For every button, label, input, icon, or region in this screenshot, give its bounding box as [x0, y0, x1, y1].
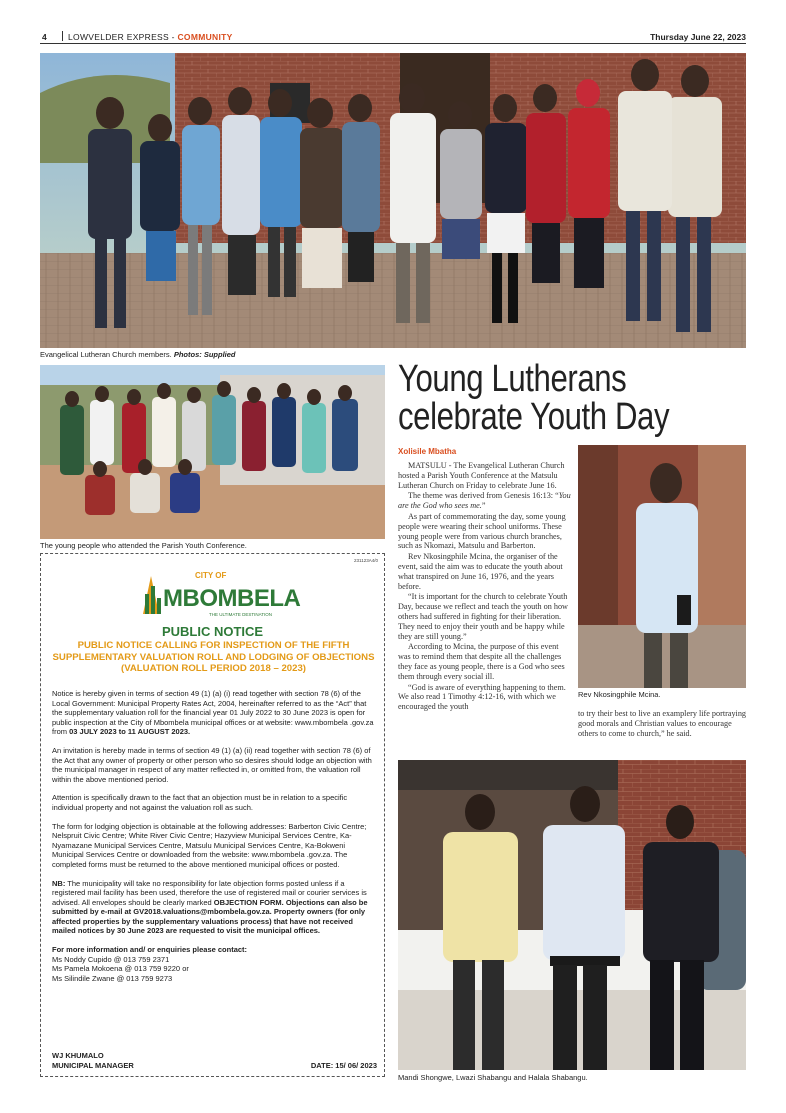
article-paragraph: to try their best to live an examplery life portraying good morals and Christian values to encourage others to come to church,” he said.	[578, 709, 747, 738]
article-column-2	[578, 709, 748, 739]
notice-paragraph: Notice is hereby given in terms of section 49 (1) (a) (i) read together with section 78 (6) of the Local Government: Municipal Property Rates Act, 2004, hereinafter referred to as the “Act” that the supplementary valuation roll for the financial year 01 July 2022 to 30 June 2023 is open for public inspection at the City of Mbombela municipal offices or at website: www.mbombela .gov.za from 03 JULY 2023 to 11 AUGUST 2023.	[52, 689, 374, 737]
city-of-mbombela-logo	[141, 564, 301, 620]
mid-photo-caption: The young people who attended the Parish Youth Conference.	[40, 541, 247, 550]
photo-rev-mcina	[578, 445, 746, 688]
bottom-photo-caption: Mandi Shongwe, Lwazi Shabangu and Halala Shabangu.	[398, 1073, 588, 1082]
article-headline: Young Lutherans celebrate Youth Day	[398, 358, 670, 438]
article-paragraph: “God is aware of everything happening to them. We also read 1 Timothy 4:12-16, with which we encouraged the youth	[398, 682, 566, 712]
header-divider	[62, 31, 63, 41]
photo-credit: Photos: Supplied	[173, 350, 236, 359]
article-paragraph: According to Mcina, the purpose of this event was to remind them that despite all the challenges they face as young people, there is a God who sees them through every social ill.	[398, 642, 565, 681]
notice-title: PUBLIC NOTICE	[161, 624, 264, 639]
notice-body	[52, 689, 377, 992]
article-paragraph: As part of commemorating the day, some young people were wearing their school uniforms. These young people were from various church branches, such as Nkomazi, Matsulu and Barberton.	[398, 511, 566, 551]
signer-name: WJ KHUMALO	[52, 1051, 104, 1060]
public-notice-advert	[40, 553, 385, 1077]
photo-three-youth	[398, 760, 746, 1070]
advert-reference: 231123A4/0	[354, 558, 378, 563]
paper-name: LOWVELDER EXPRESS - COMMUNITY	[68, 32, 233, 42]
issue-date: Thursday June 22, 2023	[650, 32, 746, 42]
notice-date: DATE: 15/ 06/ 2023	[310, 1060, 377, 1070]
svg-text:MBOMBELA: MBOMBELA	[163, 585, 301, 612]
page-number: 4	[42, 32, 47, 42]
notice-paragraph: The form for lodging objection is obtainable at the following addresses: Barberton Civic Centre; Nelspruit Civic Centre; White River Civic Centre; Hazyview Municipal Services Centre, Ka-Nyamazane Municipal Services Centre, Matsulu Municipal Services Centre, Ka-Bokweni Municipal Services Centre or downloaded from the website: www.mbombela .gov.za. The completed forms must be returned to the above mentioned municipal offices or posted.	[52, 821, 367, 869]
notice-subtitle: PUBLIC NOTICE CALLING FOR INSPECTION OF THE FIFTH SUPPLEMENTARY VALUATION ROLL AND LODGING OF OBJECTIONS (VALUATION ROLL PERIOD 2018 – 2023)	[52, 640, 375, 675]
notice-paragraph: Attention is specifically drawn to the fact that an objection must be in relation to a specific individual property and not against the valuation roll as such.	[52, 793, 348, 812]
article-paragraph: “It is important for the church to celebrate Youth Day, because we reflect and teach the youth on how others had suffered in fighting for their liberation. They need to enjoy their youth and be happy while they are still young.”	[398, 592, 568, 641]
rev-photo-caption: Rev Nkosingphile Mcina.	[578, 690, 661, 699]
article-column-1	[398, 461, 572, 713]
top-photo-caption: Evangelical Lutheran Church members. Photos: Supplied	[40, 350, 236, 359]
notice-signoff	[52, 1051, 377, 1070]
article-paragraph: The theme was derived from Genesis 16:13: “You are the God who sees me.”	[398, 491, 571, 511]
article-paragraph: Rev Nkosingphile Mcina, the organiser of the event, said the aim was to educate the youth about what transpired on June 16, 1976, and the years before.	[398, 552, 563, 591]
page-header	[40, 30, 746, 44]
notice-contacts: For more information and/ or enquiries please contact: Ms Noddy Cupido @ 013 759 2371 Ms Pamela Mokoena @ 013 759 9220 or Ms Silindile Zwane @ 013 759 9273	[52, 945, 248, 983]
notice-paragraph: NB: The municipality will take no responsibility for late objection forms posted unless if a registered mail facility has been used, therefore the use of registered mail or courier services is advised. All envelopes should be clearly marked OBJECTION FORM. Objections can also be submitted by e-mail at GV2018.valuations@mbombela.gov.za. Property owners (for only affected properties by the supplementary valuations process) that have not received mailed notices by 30 June 2023 are requested to visit the municipal offices.	[52, 878, 368, 936]
article-byline: Xolisile Mbatha	[398, 447, 457, 456]
notice-paragraph: An invitation is hereby made in terms of section 49 (1) (a) (ii) read together with section 78 (6) of the Act that any owner of property or other person who so desires should lodge an objection with the municipal manager in respect of any matter reflected in, or omitted from, the valuation roll within the above mentioned period.	[52, 745, 372, 784]
group-photo-youth-conference	[40, 365, 385, 539]
group-photo-church-members	[40, 53, 746, 348]
signer-title: MUNICIPAL MANAGER	[52, 1060, 134, 1070]
article-paragraph: MATSULU - The Evangelical Lutheran Church hosted a Parish Youth Conference at the Matsulu Lutheran Church on Friday to celebrate June 16.	[398, 461, 565, 490]
svg-text:CITY OF: CITY OF	[195, 571, 227, 580]
section-name: COMMUNITY	[177, 32, 233, 42]
svg-text:THE ULTIMATE DESTINATION: THE ULTIMATE DESTINATION	[209, 612, 273, 617]
